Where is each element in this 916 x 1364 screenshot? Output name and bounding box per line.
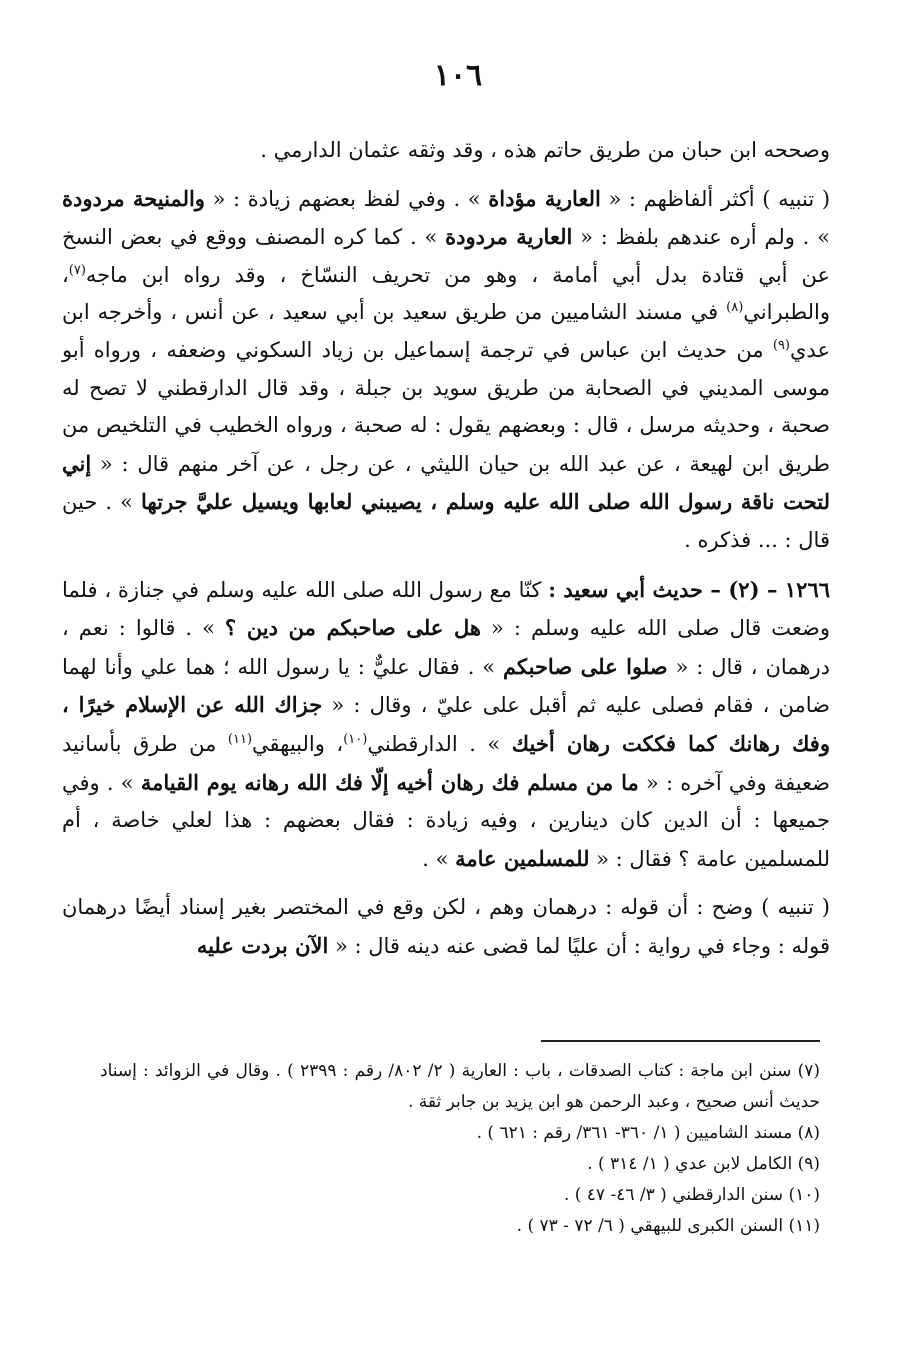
text-run: » . فقال عليٌّ : يا رسول الله ؛ هما علي وأنا لهما ضامن ، فقام فصلى عليه ثم أقبل على عليّ ، وقال : « <box>62 654 830 718</box>
paragraph-tanbih-1 <box>62 180 830 560</box>
footnote-separator <box>541 1040 820 1042</box>
text-run: ، والبيهقي <box>252 731 344 756</box>
text-run: » . الدارقطني <box>367 731 512 756</box>
footnote-9: (٩) الكامل لابن عدي ( ١/ ٣١٤ ) . <box>587 1154 820 1174</box>
footnote-7: (٧) سنن ابن ماجة : كتاب الصدقات ، باب : العارية ( ٢/ ٨٠٢/ رقم : ٢٣٩٩ ) . وقال في الزوائد : إسناد حديث أنس صحيح ، وعبد الرحمن هو ابن يزيد بن جابر ثقة . <box>100 1061 820 1112</box>
footnote-ref-10: (١٠) <box>343 731 368 747</box>
text-run: ( تنبيه ) أكثر ألفاظهم : « <box>600 186 831 211</box>
bold-hadith-text: جزاك الله عن الإسلام خيرًا ، وفك رهانك كما فككت رهان أخيك <box>62 692 830 756</box>
bold-hadith-text: ما من مسلم فك رهان أخيه إلّا فك الله رهانه يوم القيامة <box>140 769 639 795</box>
footnote-ref-11: (١١) <box>227 731 253 747</box>
text-run: » . وفي جميعها : أن الدين كان دينارين ، وفيه زيادة : فقال بعضهم : هذا لعلي خاصة ، أم للمسلمين عامة ؟ فقال : « <box>62 770 830 871</box>
text-run: » . حين قال : ... فذكره . <box>62 490 830 552</box>
footnote-10: (١٠) سنن الدارقطني ( ٣/ ٤٦- ٤٧ ) . <box>563 1185 820 1205</box>
text-run: من طرق بأسانيد ضعيفة وفي آخره : « <box>62 731 830 795</box>
bold-hadith-text: صلوا على صاحبكم <box>503 653 668 679</box>
text-run: » . <box>422 846 456 871</box>
footnote-ref-9: (٩) <box>772 337 790 353</box>
paragraph-tanbih-2 <box>62 889 830 965</box>
text-run: » . كما كره المصنف ووقع في بعض النسخ عن أبي قتادة بدل أبي أمامة ، وهو من تحريف النسّاخ ، وقد رواه ابن ماجه <box>62 225 830 287</box>
paragraph-hadith-1266 <box>62 571 830 879</box>
text-run: » . ولم أره عندهم بلفظ : « <box>572 225 830 250</box>
footnote-11: (١١) السنن الكبرى للبيهقي ( ٦/ ٧٢ - ٧٣ ) . <box>516 1216 820 1236</box>
footnotes <box>100 1056 820 1242</box>
text-run: ( تنبيه ) وضح : أن قوله : درهمان وهم ، لكن وقع في المختصر بغير إسناد أيضًا درهمان قوله : وجاء في رواية : أن عليًا لما قضى عنه دينه قال : « <box>62 895 830 958</box>
text-run: في مسند الشاميين من طريق سعيد بن أبي سعيد ، عن أنس ، وأخرجه ابن عدي <box>62 300 830 362</box>
bold-hadith-text: الآن بردت عليه <box>196 932 329 958</box>
text-run: » . قالوا : نعم ، درهمان ، قال : « <box>62 616 830 679</box>
footnote-8: (٨) مسند الشاميين ( ١/ ٣٦٠- ٣٦١/ رقم : ٦٢١ ) . <box>476 1123 820 1143</box>
text-run: ، والطبراني <box>62 262 830 325</box>
footnote-ref-7: (٧) <box>68 262 86 278</box>
text-run: من حديث ابن عباس في ترجمة إسماعيل بن زياد السكوني وضعفه ، ورواه أبو موسى المديني في الصحابة من طريق سويد بن جبلة ، وقد قال الدارقطني لا تصح له صحبة ، وحديثه مرسل ، قال : وبعضهم يقول : له صحبة ، ورواه الخطيب في التلخيص من طريق ابن لهيعة ، عن عبد الله بن حيان الليثي ، عن رجل ، عن آخر منهم قال : « <box>62 337 830 476</box>
bold-hadith-text: والمنيحة مردودة <box>62 185 205 211</box>
bold-hadith-text: العارية مردودة <box>445 224 573 250</box>
bold-hadith-text: هل على صاحبكم من دين ؟ <box>225 615 481 641</box>
page-number: ١٠٦ <box>433 58 483 93</box>
hadith-heading: ١٢٦٦ – (٢) – حديث أبي سعيد : <box>548 576 831 602</box>
main-text <box>62 132 830 965</box>
footnote-ref-8: (٨) <box>726 300 744 316</box>
bold-hadith-text: إني لتحت ناقة رسول الله صلى الله عليه وسلم ، يصيبني لعابها ويسيل عليَّ جرتها <box>62 450 830 515</box>
bold-hadith-text: العارية مؤداة <box>488 185 601 211</box>
bold-hadith-text: للمسلمين عامة <box>455 845 590 871</box>
text-run: » . وفي لفظ بعضهم زيادة : « <box>204 186 489 211</box>
paragraph-1: وصححه ابن حبان من طريق حاتم هذه ، وقد وثقه عثمان الدارمي . <box>260 138 830 162</box>
text-run: كنّا مع رسول الله صلى الله عليه وسلم في جنازة ، فلما وضعت قال صلى الله عليه وسلم : « <box>62 577 831 641</box>
